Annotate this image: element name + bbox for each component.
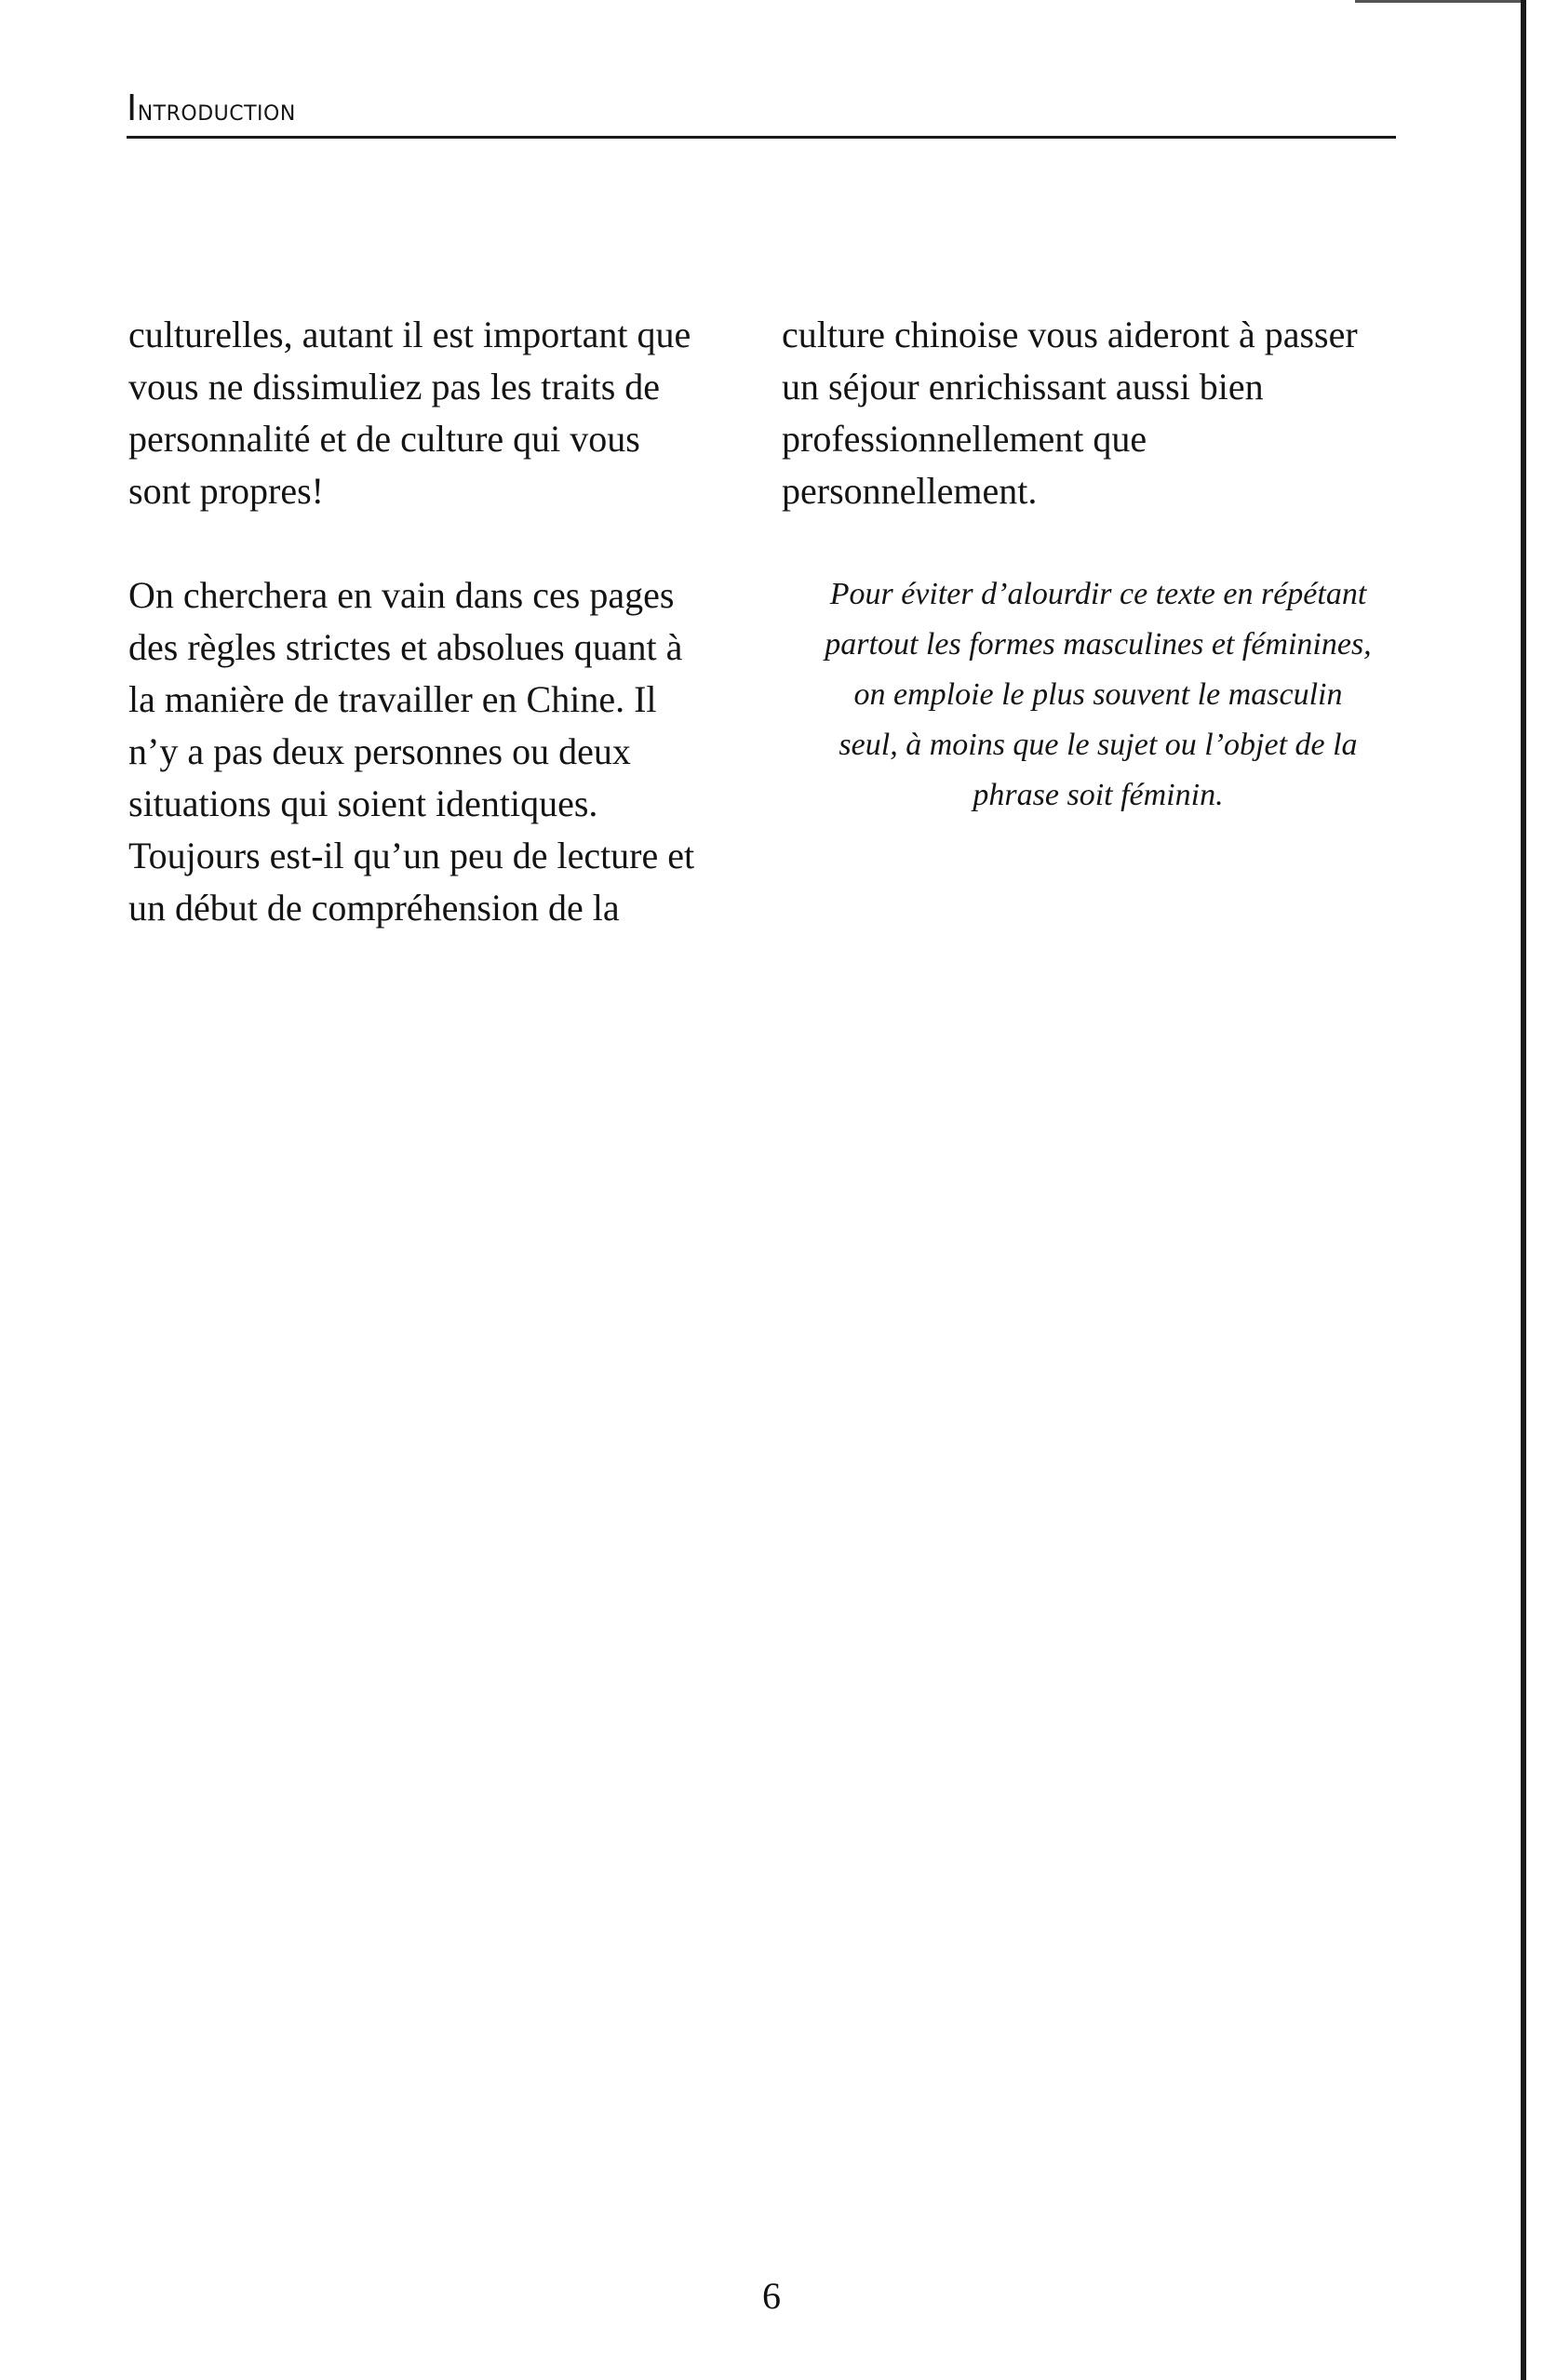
text-line: culture chinoise vous aideront à passer	[782, 314, 1358, 355]
gender-note	[782, 569, 1415, 821]
right-paragraph-1	[782, 309, 1415, 517]
text-line: professionnellement que	[782, 418, 1147, 460]
left-column	[128, 309, 743, 986]
note-line: phrase soit féminin.	[973, 778, 1224, 812]
page-number: 6	[762, 2275, 781, 2317]
text-line: un début de compréhension de la	[128, 887, 620, 929]
note-line: on emploie le plus souvent le masculin	[853, 677, 1343, 712]
chapter-title: Introduction	[127, 87, 296, 128]
note-line: partout les formes masculines et féminines,	[825, 627, 1372, 662]
top-edge-rule	[1355, 0, 1523, 3]
left-paragraph-2	[128, 569, 743, 934]
text-line: n’y a pas deux personnes ou deux	[128, 730, 631, 772]
running-header	[127, 82, 1396, 139]
text-line: des règles strictes et absolues quant à	[128, 626, 683, 668]
page-edge-border	[1521, 0, 1526, 2380]
left-paragraph-1	[128, 309, 743, 517]
text-line: Toujours est-il qu’un peu de lecture et	[128, 835, 695, 876]
text-line: situations qui soient identiques.	[128, 782, 598, 824]
text-line: sont propres!	[128, 470, 324, 512]
right-column	[782, 309, 1415, 873]
text-line: culturelles, autant il est important que	[128, 314, 691, 355]
note-line: Pour éviter d’alourdir ce texte en répétant	[829, 577, 1367, 611]
text-line: On cherchera en vain dans ces pages	[128, 574, 675, 616]
text-line: vous ne dissimuliez pas les traits de	[128, 366, 661, 408]
text-line: la manière de travailler en Chine. Il	[128, 678, 657, 720]
text-line: personnellement.	[782, 470, 1038, 512]
note-line: seul, à moins que le sujet ou l’objet de la	[839, 728, 1358, 762]
text-line: personnalité et de culture qui vous	[128, 418, 640, 460]
text-line: un séjour enrichissant aussi bien	[782, 366, 1264, 408]
